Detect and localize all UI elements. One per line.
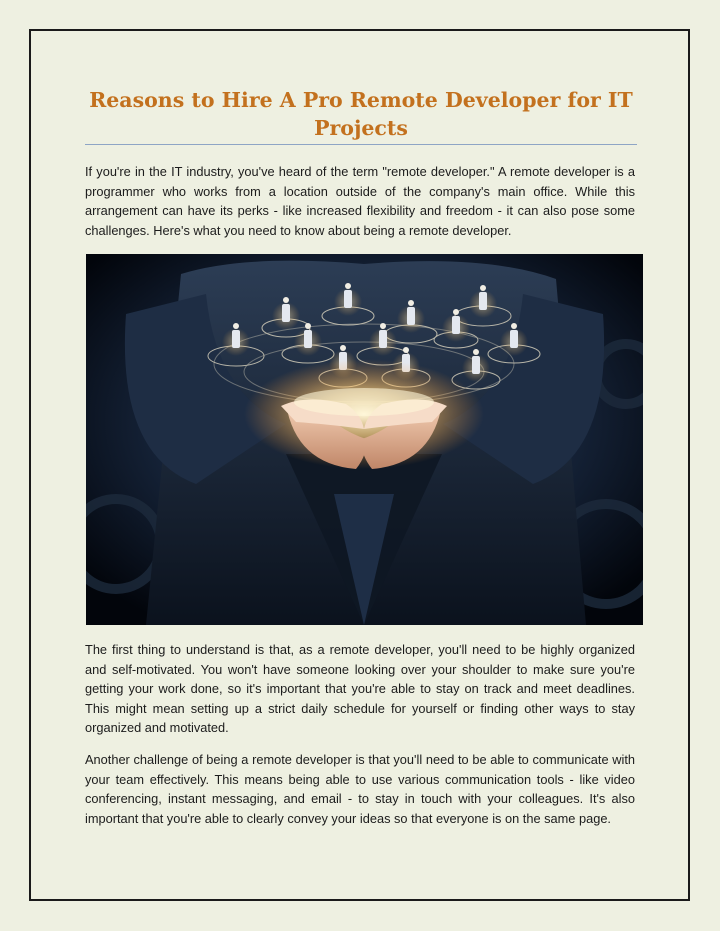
body-paragraph: The first thing to understand is that, as a remote developer, you'll need to be highly organized and self-motivated. You won't have someone looking over your shoulder to make sure you're getting your work done, so it's important that you're able to stay on track and meet deadlines. This might mean setting up a strict daily schedule for yourself or finding other ways to stay organized and motivated. <box>85 642 635 736</box>
intro-paragraph: If you're in the IT industry, you've heard of the term "remote developer." A remote developer is a programmer who works from a location outside of the company's main office. While this arrangement can have its perks - like increased flexibility and freedom - it can also pose some challenges. Here's what you need to know about being a remote developer. <box>85 164 635 238</box>
title-divider <box>85 144 637 145</box>
page-title: Reasons to Hire A Pro Remote Developer for IT Projects <box>89 88 633 140</box>
hero-image <box>86 254 643 625</box>
body-paragraph: Another challenge of being a remote developer is that you'll need to be able to communicate with your team effectively. This means being able to use various communication tools - like video conferencing, instant messaging, and email - to stay in touch with your colleagues. It's also important that you're able to clearly convey your ideas so that everyone is on the same page. <box>85 752 635 826</box>
businessman-network-illustration <box>86 254 643 625</box>
